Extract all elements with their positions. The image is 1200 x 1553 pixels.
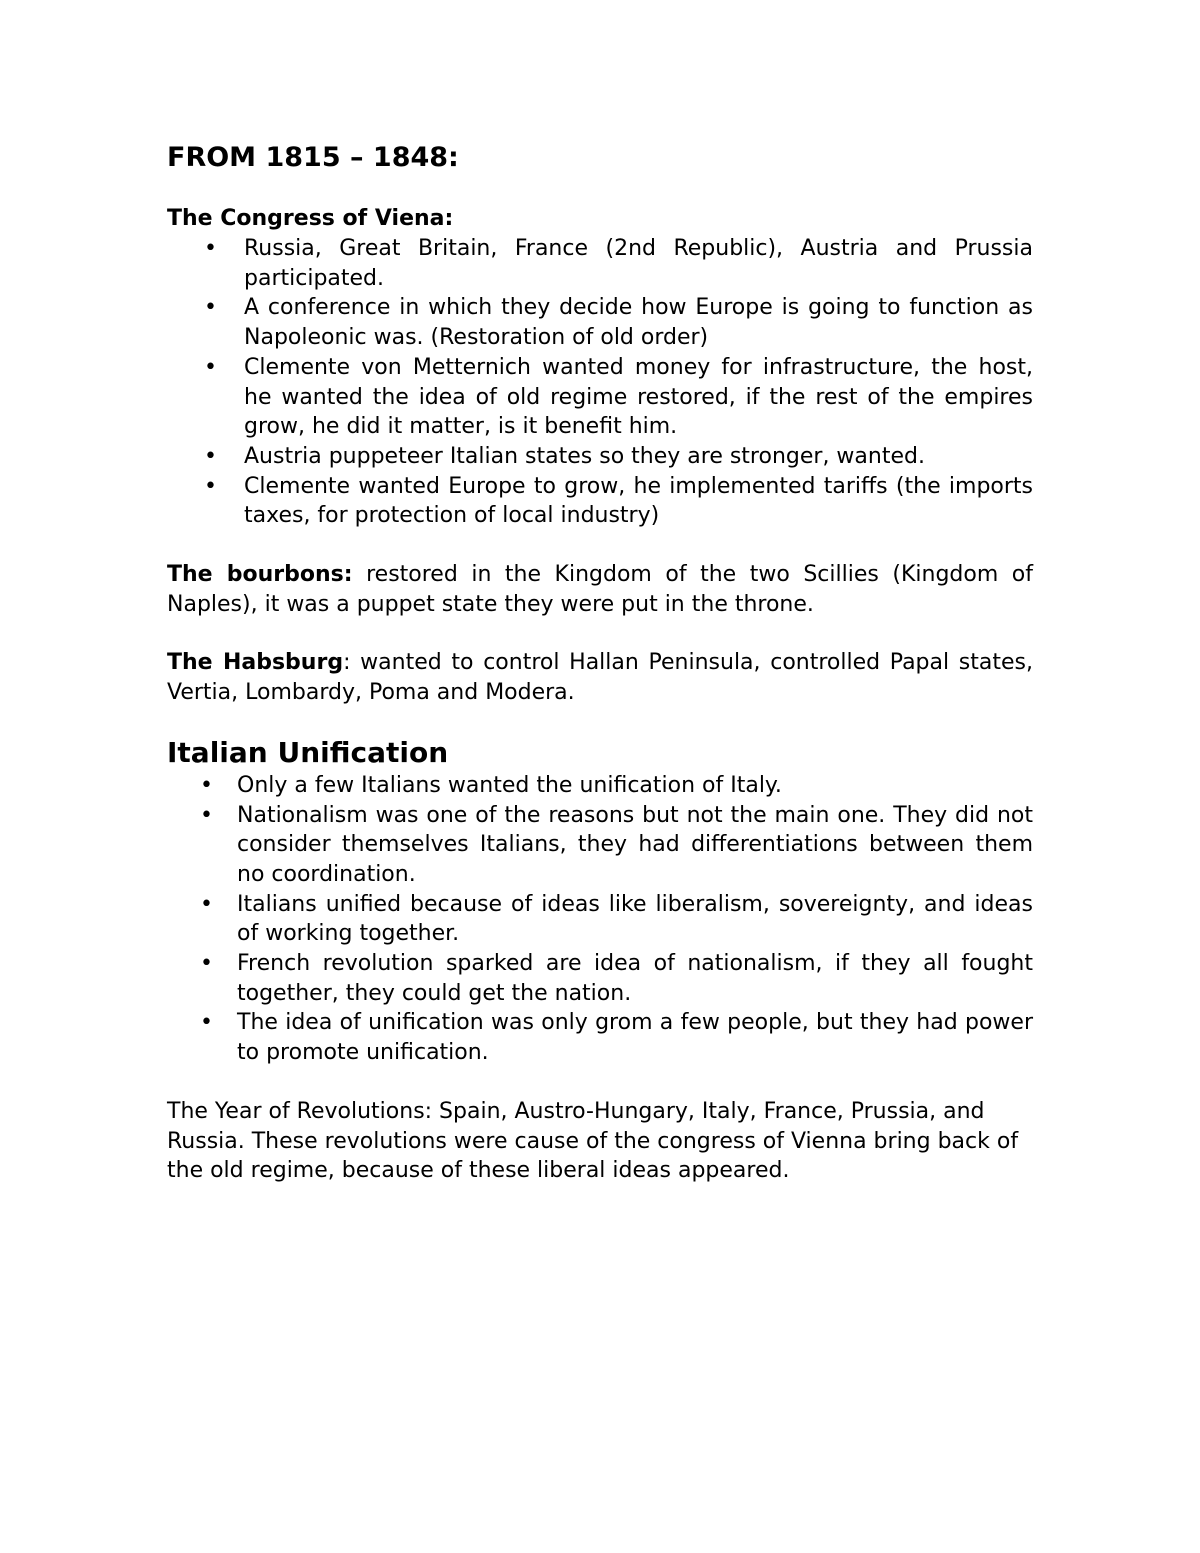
congress-bullet-list: [167, 234, 1033, 531]
revolutions-paragraph: The Year of Revolutions: Spain, Austro-Hungary, Italy, France, Prussia, and Russia. These revolutions were cause of the congress of Vienna bring back of the old regime, because of these liberal ideas appeared.: [167, 1098, 1019, 1184]
document-title: FROM 1815 – 1848:: [167, 142, 459, 173]
habsburg-text: : wanted to control Hallan Peninsula, controlled Papal states, Vertia, Lombardy, Poma and Modera.: [167, 650, 1033, 706]
document-page: [167, 138, 1033, 1186]
habsburg-paragraph: [167, 648, 1033, 707]
list-item: • Clemente von Metternich wanted money for infrastructure, the host, he wanted the idea of old regime restored, if the rest of the empires grow, he did it matter, is it benefit him.: [167, 353, 1033, 442]
list-item: • Nationalism was one of the reasons but not the main one. They did not consider themselves Italians, they had differentiations between them no coordination.: [167, 801, 1033, 890]
bourbons-label: The bourbons:: [167, 562, 353, 588]
list-item: • Italians unified because of ideas like liberalism, sovereignty, and ideas of working together.: [167, 890, 1033, 949]
list-item: • Russia, Great Britain, France (2nd Republic), Austria and Prussia participated.: [167, 234, 1033, 293]
list-item: • The idea of unification was only grom a few people, but they had power to promote unification.: [167, 1008, 1033, 1067]
list-item: • A conference in which they decide how Europe is going to function as Napoleonic was. (Restoration of old order): [167, 293, 1033, 352]
list-item: • Austria puppeteer Italian states so they are stronger, wanted.: [167, 442, 1033, 472]
congress-heading: The Congress of Viena:: [167, 206, 454, 231]
unification-heading: Italian Unification: [167, 735, 449, 769]
habsburg-label: The Habsburg: [167, 650, 344, 676]
list-item: • Clemente wanted Europe to grow, he implemented tariffs (the imports taxes, for protection of local industry): [167, 472, 1033, 531]
list-item: • Only a few Italians wanted the unification of Italy.: [167, 771, 1033, 801]
bourbons-paragraph: [167, 560, 1033, 619]
bourbons-text: restored in the Kingdom of the two Scillies (Kingdom of Naples), it was a puppet state they were put in the throne.: [167, 562, 1033, 617]
unification-bullet-list: [167, 771, 1033, 1068]
list-item: • French revolution sparked are idea of nationalism, if they all fought together, they could get the nation.: [167, 949, 1033, 1008]
